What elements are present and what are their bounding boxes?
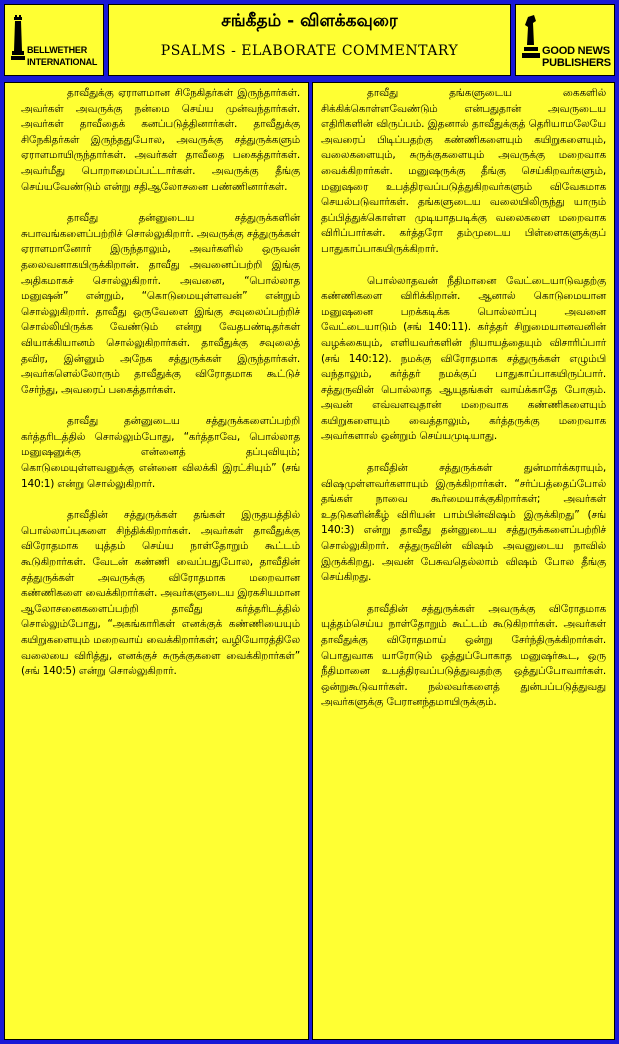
good-news-logo [515, 4, 615, 76]
chess-piece-icon [11, 15, 25, 65]
paragraph: தாவீது தங்களுடைய கைகளில் சிக்கிக்கொள்ளவேண்டும் என்பதுதான் அவருடைய எதிரிகளின் விருப்பம். இதனால் தாவீதுக்குத் தெரியாமலேயே அவரைப் பிடிப்பதற்கு கண்ணிகளையும் கயிறுகளையும், வலைகளையும், சுருக்குகளையும் அவருக்கு மறைவாக வைக்கிறார்கள். மனுஷருக்கு தீங்கு செய்கிறவர்களும், மனுஷரை உபத்திரவப்படுத்துகிறவர்களும் விவேகமாக செயல்படுவார்கள். தங்களுடைய வலையிலிருந்து யாரும் தப்பித்துக்கொள்ள முடியாதபடிக்கு வலைகளை மறைவாக விரிப்பார்கள். கர்த்தரோ தம்முடைய பிள்ளைகளுக்குப் பாதுகாப்பாகயிருக்கிறார். [321, 87, 606, 255]
logo-right-line2: PUBLISHERS [542, 57, 611, 69]
paragraph: தாவீதின் சத்துருக்கள் துன்மார்க்கராயும், விஷமுள்ளவர்களாயும் இருக்கிறார்கள். “சர்ப்பத்தைப்போல் தங்கள் நாவை கூர்மையாக்குகிறார்கள்; அவர்கள் உதடுகளின்கீழ் விரியன் பாம்பின்விஷம் இருக்கிறது” (சங் 140:3) என்று தாவீது தன்னுடைய சத்துருக்களைப்பற்றிச் சொல்லுகிறார். சத்துருவின் விஷம் அவனுடைய நாவில் இருக்கிறது. அவன் பேசுவதெல்லாம் விஷம் போல தீங்கு செய்கிறது. [321, 462, 606, 584]
header-title-box [108, 4, 511, 76]
paragraph: தாவீதுக்கு ஏராளமான சிநேகிதர்கள் இருந்தார்கள். அவர்கள் அவருக்கு நன்மை செய்ய முன்வந்தார்கள். அவர்கள் தாவீதைக் கனப்படுத்தினார்கள். தாவீதுக்கு சிநேகிதர்கள் இருந்ததுபோல, அவருக்கு சத்துருக்களும் ஏராளமாயிருந்தார்கள். அவர்கள் தாவீதை பகைத்தார்கள். அவர்மீது பொறாமைப்பட்டார்கள். அவருக்கு தீங்கு செய்யவேண்டும் என்று சதிஆலோசனை பண்ணினார்கள். [21, 87, 300, 193]
paragraph: தாவீதின் சத்துருக்கள் அவருக்கு விரோதமாக யுத்தம்செய்ய நாள்தோறும் கூட்டம் கூடுகிறார்கள். அவர்கள் தாவீதுக்கு விரோதமாய் ஒன்று சேர்ந்திருக்கிறார்கள். பொதுவாக யாரோடும் ஒத்துப்போகாத மனுஷர்கூட, ஒரு நீதிமானை உபத்திரவப்படுத்துவதற்கு ஒத்துப்போவார்கள். ஒன்றுகூடுவார்கள். நல்லவர்களைத் துன்பப்படுத்துவது அவர்களுக்கு பேரானந்தமாயிருக்கும். [321, 602, 606, 709]
chess-piece-icon [522, 15, 540, 65]
left-column [4, 82, 309, 1040]
paragraph: தாவீதின் சத்துருக்கள் தங்கள் இருதயத்தில் பொல்லாப்புகளை சிந்திக்கிறார்கள். அவர்கள் தாவீதுக்கு விரோதமாக யுத்தம் செய்ய நாள்தோறும் கூட்டம் கூடுகிறார்கள். வேடன் கண்ணி வைப்பதுபோல, தாவீதின் சத்துருக்கள் அவருக்கு விரோதமாக மறைவான கண்ணிகளை வைக்கிறார்கள். அவர்களுடைய இரகசியமான ஆலோசனைகளைப்பற்றி தாவீது கர்த்தரிடத்தில் சொல்லும்போது, “அகங்காரிகள் எனக்குக் கண்ணியையும் கயிறுகளையும் மறைவாய் வைக்கிறார்கள்; வழியோரத்திலே வலையை விரித்து, எனக்குச் சுருக்குகளை வைக்கிறார்கள்” (சங் 140:5) என்று சொல்லுகிறார். [21, 509, 300, 678]
page-title-tamil: சங்கீதம் - விளக்கவுரை [221, 11, 398, 31]
paragraph: தாவீது தன்னுடைய சத்துருக்களின் சுபாவங்களைப்பற்றிச் சொல்லுகிறார். அவருக்கு சத்துருக்கள் ஏராளமானோர் இருந்தாலும், அவர்களில் ஒருவன் தலைவனாகயிருக்கிறான். தாவீது அவனைப்பற்றி இங்கு அதிகமாகச் சொல்லுகிறார். அவனை, “பொல்லாத மனுஷன்” என்றும், “கொடுமையுள்ளவன்” என்றும் சொல்லுகிறார். தாவீது ஒருவேளை இங்கு சவுலைப்பற்றிச் சொல்லியிருக்க வேண்டும் என்று வேதபண்டிதர்கள் வியாக்கியானம் சொல்லுகிறார்கள். தாவீதுக்கு சவுலைத் தவிர, இன்னும் அநேக சத்துருக்கள் இருந்தார்கள். அவர்களெல்லோரும் தாவீதுக்கு விரோதமாக கூட்டுச் சேர்ந்து, அவரைப் பகைத்தார்கள். [21, 212, 300, 396]
logo-left-line2: INTERNATIONAL [27, 57, 98, 67]
right-column [312, 82, 615, 1040]
logo-left-line1: BELLWETHER [27, 45, 87, 55]
logo-right-line1: GOOD NEWS [542, 45, 610, 57]
bellwether-logo [4, 4, 104, 76]
paragraph: தாவீது தன்னுடைய சத்துருக்களைப்பற்றி கர்த்தரிடத்தில் சொல்லும்போது, “கர்த்தாவே, பொல்லாத மனுஷனுக்கு என்னைத் தப்புவியும்; கொடுமையுள்ளவனுக்கு என்னை விலக்கி இரட்சியும்” (சங் 140:1) என்று சொல்லுகிறார். [21, 415, 300, 490]
page-title-english: PSALMS - ELABORATE COMMENTARY [160, 43, 459, 59]
paragraph: பொல்லாதவன் நீதிமானை வேட்டையாடுவதற்கு கண்ணிகளை விரிக்கிறான். ஆனால் கொடுமையான மனுஷனை பறக்கடிக்க பொல்லாப்பு அவனை வேட்டையாடும் (சங் 140:11). கர்த்தர் சிறுமையானவனின் வழக்கையும், எளியவர்களின் நியாயத்தையும் விசாரிப்பார் (சங் 140:12). நமக்கு விரோதமாக சத்துருக்கள் எழும்பி வந்தாலும், கர்த்தர் நமக்குப் பாதுகாப்பாகயிருப்பார். சத்துருவின் பொல்லாத ஆயுதங்கள் வாய்க்காதே போகும். அவன் எவ்வளவுதான் மறைவாக கண்ணிகளையும் கயிறுகளையும் வைத்தாலும், கர்த்தருக்கு மறைவாக அவர்களால் ஒன்றும் செய்யமுடியாது. [321, 274, 606, 443]
